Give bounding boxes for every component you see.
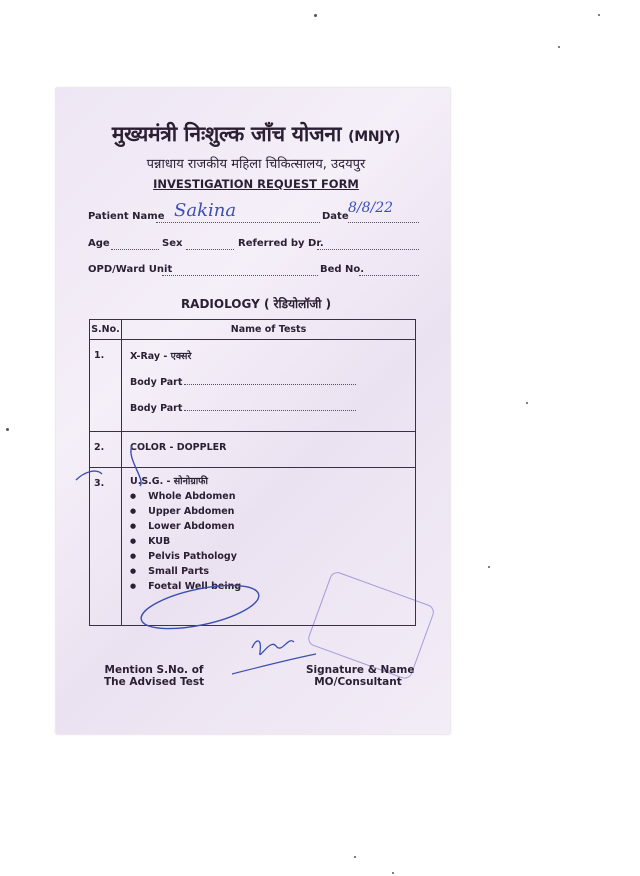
title-code: (MNJY): [348, 129, 401, 145]
body-part-label-2: Body Part: [130, 403, 183, 414]
dust-speck: [526, 402, 528, 404]
list-item: ● Small Parts: [130, 566, 415, 577]
usg-test: U.S.G. - सोनोग्राफी: [130, 476, 208, 487]
title-hindi: मुख्यमंत्री निःशुल्क जाँच योजना: [111, 122, 342, 146]
tick-mark: [131, 446, 141, 486]
xray-test: X-Ray - एक्सरे: [130, 351, 192, 362]
row-sno: 3.: [94, 478, 105, 489]
advised-line-1: Mention S.No. of: [104, 664, 204, 676]
list-item: ● Whole Abdomen: [130, 491, 415, 502]
referred-label: Referred by Dr.: [238, 238, 324, 249]
dust-speck: [392, 872, 394, 874]
sex-label: Sex: [162, 238, 183, 249]
dust-speck: [488, 566, 490, 568]
list-item: ● Lower Abdomen: [130, 521, 415, 532]
body-part-label-1: Body Part: [130, 377, 183, 388]
circle-mark: [138, 577, 263, 637]
list-item: ● Pelvis Pathology: [130, 551, 415, 562]
col-tests-header: Name of Tests: [122, 320, 416, 340]
signature-block: [306, 664, 415, 688]
hospital-name: पन्नाधाय राजकीय महिला चिकित्सालय, उदयपुर: [146, 157, 366, 172]
date-label: Date: [322, 211, 349, 222]
date-value: 8/8/22: [348, 200, 394, 216]
dust-speck: [598, 14, 600, 16]
dust-speck: [6, 428, 9, 431]
list-item: ● KUB: [130, 536, 415, 547]
list-item: ● Foetal Well being: [130, 581, 415, 592]
col-sno-header: S.No.: [90, 320, 122, 340]
dust-speck: [314, 14, 317, 17]
dust-speck: [354, 856, 356, 858]
signature-line-2: MO/Consultant: [314, 676, 402, 688]
dust-speck: [558, 46, 560, 48]
age-label: Age: [88, 238, 110, 249]
tick-mark-2: [76, 471, 102, 480]
signature-scribble: [252, 641, 294, 655]
list-item: ● Upper Abdomen: [130, 506, 415, 517]
row-sno: 2.: [94, 442, 105, 453]
doppler-test: COLOR - DOPPLER: [130, 442, 227, 453]
advised-line-2: The Advised Test: [104, 676, 205, 688]
form-heading: INVESTIGATION REQUEST FORM: [153, 177, 359, 191]
signature-line-1: Signature & Name: [306, 664, 415, 676]
pen-line: [232, 654, 316, 674]
bed-label: Bed No.: [320, 264, 365, 275]
opd-label: OPD/Ward Unit: [88, 264, 173, 275]
form-paper: [56, 88, 450, 734]
section-title: RADIOLOGY ( रेडियोलॉजी ): [180, 297, 332, 311]
patient-name-label: Patient Name: [88, 211, 165, 222]
row-sno: 1.: [94, 350, 105, 361]
advised-test-note: [104, 664, 204, 688]
patient-name-value: Sakina: [174, 200, 237, 221]
